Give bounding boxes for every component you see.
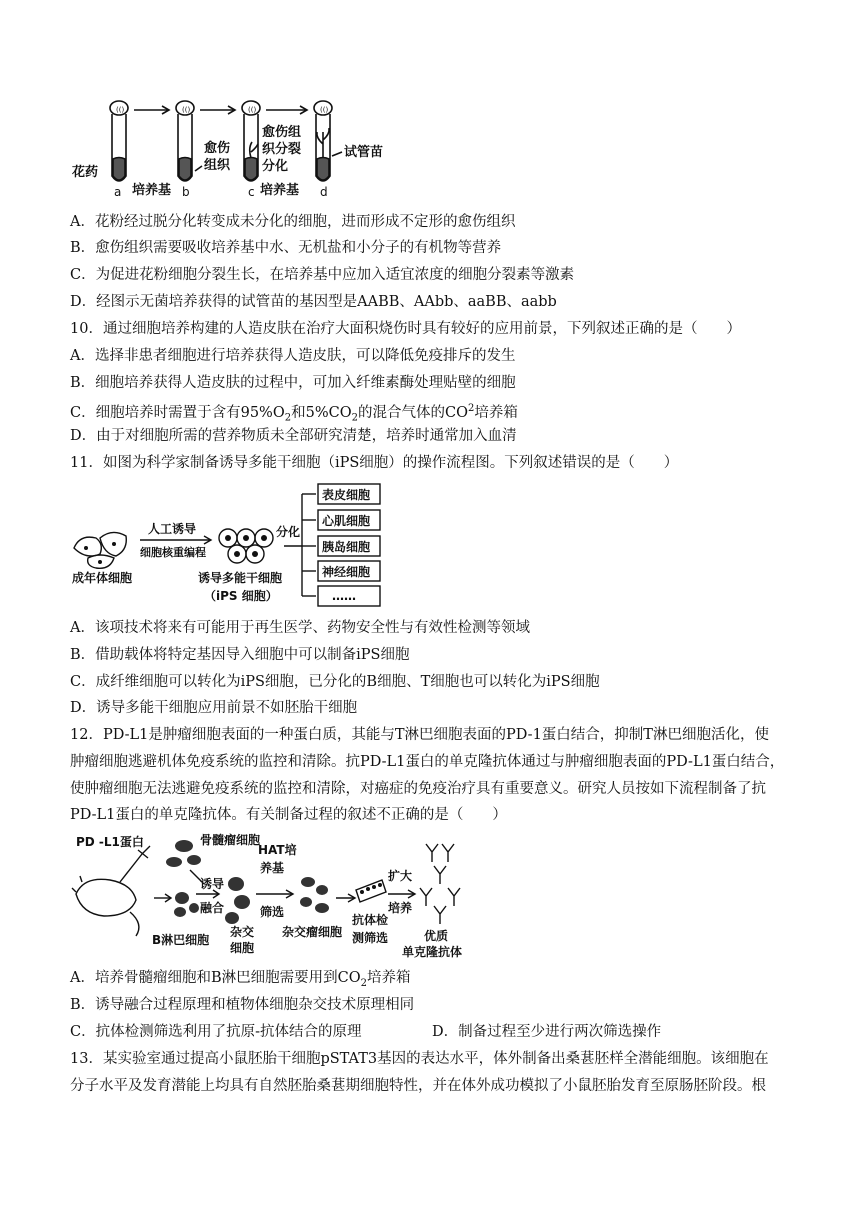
- svg-text:((): ((): [116, 106, 125, 114]
- q12-stem-line-2: 肿瘤细胞逃避机体免疫系统的监控和清除。抗PD-L1蛋白的单克隆抗体通过与肿瘤细胞表面的PD-L1蛋白结合，: [70, 754, 785, 770]
- fig1-label-callus-2: 组织: [204, 158, 231, 173]
- q10-option-c: C．细胞培养时需置于含有$95\%O_2$和$5\%CO_2$的混合气体的$CO^2$培养箱: [70, 403, 518, 424]
- fig1-label-d: d: [320, 185, 328, 199]
- q12-option-d: D．制备过程至少进行两次筛选操作: [432, 1024, 662, 1040]
- q12-stem-line-3: 使肿瘤细胞无法逃避免疫系统的监控和清除，对癌症的免疫治疗具有重要意义。研究人员按如下流程制备了抗: [70, 781, 766, 797]
- q11-option-a: A．该项技术将来有可能用于再生医学、药物安全性与有效性检测等领域: [70, 620, 530, 636]
- q10-option-b: B．细胞培养获得人造皮肤的过程中，可加入纤维素酶处理贴壁的细胞: [70, 375, 516, 391]
- fig1-label-anther: 花药: [72, 165, 99, 180]
- q11-option-d: D．诱导多能干细胞应用前景不如胚胎干细胞: [70, 700, 358, 716]
- mab-expand-label-2: 培养: [388, 901, 413, 915]
- ips-differentiate-label: 分化: [276, 525, 301, 539]
- svg-text:((): ((): [182, 106, 191, 114]
- fig1-label-a: a: [114, 185, 122, 199]
- mab-product-label-1: 优质: [424, 929, 449, 943]
- ips-label-line2: （iPS 细胞）: [204, 589, 278, 603]
- ips-flow-figure: [70, 478, 390, 608]
- ips-arrow-top-label: 人工诱导: [148, 522, 197, 536]
- ips-box-4: ……: [332, 589, 356, 603]
- fig1-label-b: b: [182, 185, 190, 199]
- mab-hybrid-label-1: 杂交: [230, 925, 255, 939]
- q9-option-c: C．为促进花粉细胞分裂生长，在培养基中应加入适宜浓度的细胞分裂素等激素: [70, 267, 575, 283]
- q11-stem: 11．如图为科学家制备诱导多能干细胞（iPS细胞）的操作流程图。下列叙述错误的是（ ）: [70, 455, 679, 471]
- fig1-label-medium: 培养基: [132, 183, 172, 198]
- mab-hybrid-label-2: 细胞: [230, 941, 255, 955]
- q13-stem-line-2: 分子水平及发育潜能上均具有自然胚胎桑葚期细胞特性，并在体外成功模拟了小鼠胚胎发育至原肠胚阶段。根: [70, 1078, 766, 1094]
- mab-detect-label-2: 测筛选: [352, 931, 389, 945]
- mab-b-cell-label: B淋巴细胞: [152, 933, 210, 947]
- fig1-label-callus-1: 愈伤: [204, 141, 231, 156]
- q10-stem: 10．通过细胞培养构建的人造皮肤在治疗大面积烧伤时具有较好的应用前景，下列叙述正确的是（ ）: [70, 321, 741, 337]
- mab-hat-label-3: 筛选: [260, 905, 285, 919]
- fig1-label-medium-2: 培养基: [260, 183, 300, 198]
- fig1-label-seedling: 试管苗: [344, 145, 384, 160]
- q11-option-c: C．成纤维细胞可以转化为iPS细胞，已分化的B细胞、T细胞也可以转化为iPS细胞: [70, 674, 600, 690]
- q9-option-d: D．经图示无菌培养获得的试管苗的基因型是AABB、AAbb、aaBB、aabb: [70, 294, 557, 310]
- ips-label-line1: 诱导多能干细胞: [198, 571, 283, 585]
- q13-stem-line-1: 13．某实验室通过提高小鼠胚胎干细胞pSTAT3基因的表达水平，体外制备出桑葚胚样全潜能细胞。该细胞在: [70, 1051, 769, 1067]
- mab-product-label-2: 单克隆抗体: [402, 945, 463, 958]
- ips-box-3: 神经细胞: [322, 565, 371, 579]
- q9-option-b: B．愈伤组织需要吸收培养基中水、无机盐和小分子的有机物等营养: [70, 240, 502, 256]
- svg-text:((): ((): [248, 106, 257, 114]
- mab-flow-figure: [70, 832, 480, 958]
- ips-box-1: 心肌细胞: [322, 514, 371, 528]
- q12-stem-line-4: PD-L1蛋白的单克隆抗体。有关制备过程的叙述不正确的是（ ）: [70, 807, 507, 823]
- svg-text:((): ((): [320, 106, 329, 114]
- q12-stem-line-1: 12．PD-L1是肿瘤细胞表面的一种蛋白质，其能与T淋巴细胞表面的PD-1蛋白结合，抑制T淋巴细胞活化，使: [70, 727, 769, 743]
- mab-expand-label-1: 扩大: [388, 869, 413, 883]
- mab-induce-label-1: 诱导: [200, 877, 225, 891]
- mab-detect-label-1: 抗体检: [352, 913, 389, 927]
- ips-arrow-bottom-label: 细胞核重编程: [140, 546, 206, 559]
- anther-culture-figure: [70, 96, 410, 200]
- mab-hat-label-1: HAT培: [258, 843, 297, 857]
- ips-box-0: 表皮细胞: [322, 488, 371, 502]
- mab-hat-label-2: 养基: [260, 861, 285, 875]
- q12-option-c: C．抗体检测筛选利用了抗原-抗体结合的原理: [70, 1024, 362, 1040]
- mab-hybridoma-label: 杂交瘤细胞: [282, 925, 343, 939]
- mab-antigen-label: PD -L1蛋白: [76, 835, 144, 849]
- mab-induce-label-2: 融合: [200, 901, 225, 915]
- q11-option-b: B．借助载体将特定基因导入细胞中可以制备iPS细胞: [70, 647, 410, 663]
- q12-option-b: B．诱导融合过程原理和植物体细胞杂交技术原理相同: [70, 997, 415, 1013]
- q10-option-d: D．由于对细胞所需的营养物质未全部研究清楚，培养时通常加入血清: [70, 428, 517, 444]
- fig1-label-diff-1: 愈伤组: [262, 125, 302, 140]
- q9-option-a: A．花粉经过脱分化转变成未分化的细胞，进而形成不定形的愈伤组织: [70, 214, 516, 230]
- ips-box-2: 胰岛细胞: [322, 540, 371, 554]
- ips-adult-cells-label: 成年体细胞: [72, 571, 133, 585]
- fig1-label-diff-2: 织分裂: [262, 142, 302, 157]
- fig1-label-c: c: [248, 185, 255, 199]
- mab-myeloma-label: 骨髓瘤细胞: [200, 833, 261, 847]
- fig1-label-diff-3: 分化: [262, 159, 289, 174]
- q10-option-a: A．选择非患者细胞进行培养获得人造皮肤，可以降低免疫排斥的发生: [70, 348, 516, 364]
- q12-option-a: A．培养骨髓瘤细胞和B淋巴细胞需要用到$CO_2$培养箱: [70, 970, 411, 989]
